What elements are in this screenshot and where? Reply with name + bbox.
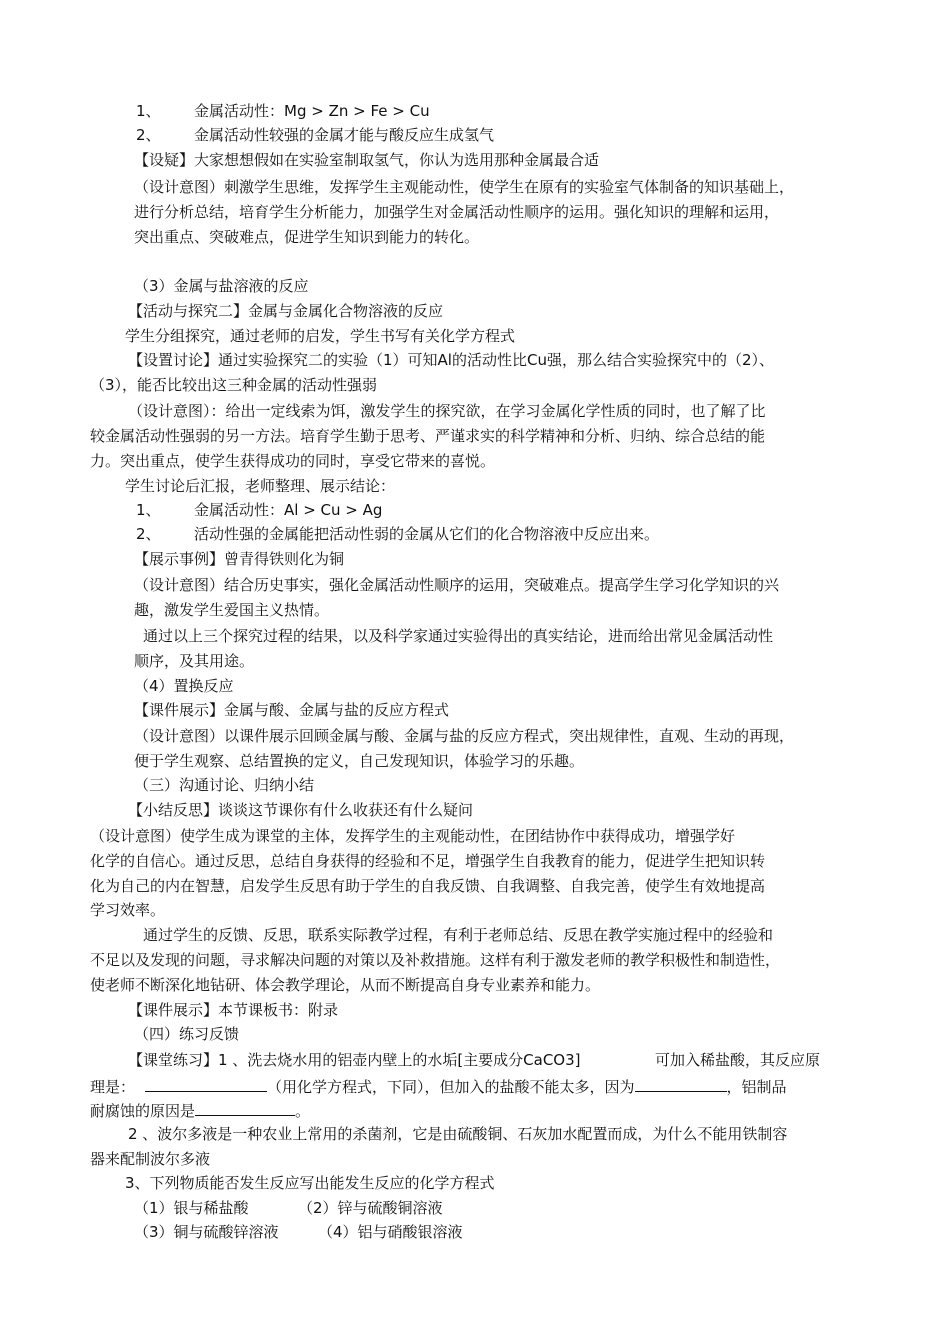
paragraph: 较金属活动性强弱的另一方法。培育学生勤于思考、严谨求实的科学精神和分析、归纳、综合总结的能	[90, 427, 766, 445]
list-number: 2、	[136, 126, 161, 144]
paragraph: 顺序，及其用途。	[134, 652, 255, 670]
paragraph: （设计意图）使学生成为课堂的主体，发挥学生的主观能动性，在团结协作中获得成功，增强学好	[90, 827, 736, 845]
exercise-3: 3、下列物质能否发生反应写出能发生反应的化学方程式	[125, 1174, 495, 1192]
list-number: 1、	[136, 102, 161, 120]
paragraph: 【小结反思】谈谈这节课你有什么收获还有什么疑问	[128, 801, 474, 819]
paragraph: 学生讨论后汇报，老师整理、展示结论：	[125, 477, 396, 495]
paragraph: （设计意图）结合历史事实，强化金属活动性顺序的运用，突破难点。提高学生学习化学知识的兴	[134, 576, 780, 594]
conclusion-item-1	[136, 500, 383, 520]
paragraph: 化学的自信心。通过反思，总结自身获得的经验和不足，增强学生自我教育的能力，促进学生把知识转	[90, 852, 766, 870]
paragraph: 通过学生的反馈、反思，联系实际教学过程，有利于老师总结、反思在教学实施过程中的经验和	[143, 926, 774, 944]
exercise-text: ，铝制品	[726, 1078, 787, 1096]
conclusion-item-2	[136, 125, 495, 145]
exercise-text: 可加入稀盐酸，其反应原	[655, 1051, 821, 1069]
section-heading: （三）沟通讨论、归纳小结	[134, 776, 315, 794]
paragraph: 学生分组探究，通过老师的启发，学生书写有关化学方程式	[125, 327, 516, 345]
exercise-option: （1）银与稀盐酸	[134, 1199, 249, 1217]
list-number: 1、	[136, 501, 161, 519]
paragraph: （设计意图）刺激学生思维，发挥学生主观能动性，使学生在原有的实验室气体制备的知识基础上，	[134, 178, 795, 196]
paragraph: （设计意图）以课件展示回顾金属与酸、金属与盐的反应方程式，突出规律性，直观、生动的再现，	[134, 727, 795, 745]
answer-blank[interactable]	[635, 1075, 727, 1092]
paragraph: 【课件展示】金属与酸、金属与盐的反应方程式	[134, 701, 450, 719]
exercise-3-options-row-2	[134, 1222, 463, 1242]
section-heading: （3）金属与盐溶液的反应	[134, 277, 309, 295]
exercise-text: 。	[295, 1102, 311, 1120]
paragraph: 进行分析总结，培育学生分析能力，加强学生对金属活动性顺序的运用。强化知识的理解和运用，	[134, 203, 780, 221]
conclusion-item-1	[136, 101, 430, 121]
section-heading: （4）置换反应	[134, 677, 234, 695]
exercise-text: 【课堂练习】1 、洗去烧水用的铝壶内壁上的水垢[主要成分CaCO3]	[128, 1051, 581, 1069]
exercise-2: 2 、波尔多液是一种农业上常用的杀菌剂，它是由硫酸铜、石灰加水配置而成，为什么不能用铁制容	[128, 1125, 788, 1143]
answer-blank[interactable]	[195, 1099, 295, 1116]
exercise-3-options-row-1	[134, 1198, 443, 1218]
exercise-option: （3）铜与硫酸锌溶液	[134, 1223, 279, 1241]
paragraph: 趣，激发学生爱国主义热情。	[134, 601, 330, 619]
paragraph: 【课件展示】本节课板书：附录	[128, 1001, 339, 1019]
exercise-text: （用化学方程式，下同），但加入的盐酸不能太多，因为	[267, 1078, 635, 1096]
exercise-1-line-1	[128, 1050, 821, 1070]
list-text: 金属活动性较强的金属才能与酸反应生成氢气	[194, 126, 495, 144]
exercise-option: （2）锌与硫酸铜溶液	[298, 1199, 443, 1217]
exercise-option: （4）铝与硝酸银溶液	[318, 1223, 463, 1241]
exercise-text: 耐腐蚀的原因是	[90, 1102, 196, 1120]
paragraph: 【设疑】大家想想假如在实验室制取氢气，你认为选用那种金属最合适	[134, 151, 600, 169]
list-number: 2、	[136, 525, 161, 543]
paragraph: 【展示事例】曾青得铁则化为铜	[134, 550, 345, 568]
conclusion-item-2	[136, 524, 660, 544]
paragraph: 突出重点、突破难点，促进学生知识到能力的转化。	[134, 228, 480, 246]
exercise-1-line-2	[90, 1075, 787, 1097]
paragraph: （3），能否比较出这三种金属的活动性强弱	[90, 376, 378, 394]
section-heading: （四）练习反馈	[134, 1025, 240, 1043]
paragraph: 通过以上三个探究过程的结果，以及科学家通过实验得出的真实结论，进而给出常见金属活动性	[143, 627, 774, 645]
exercise-1-line-3	[90, 1099, 310, 1121]
answer-blank[interactable]	[145, 1075, 267, 1092]
paragraph: 学习效率。	[90, 901, 166, 919]
paragraph: 【设置讨论】通过实验探究二的实验（1）可知Al的活动性比Cu强，那么结合实验探究中的（2）、	[128, 351, 775, 369]
paragraph: 使老师不断深化地钻研、体会教学理论，从而不断提高自身专业素养和能力。	[90, 976, 601, 994]
paragraph: 不足以及发现的问题，寻求解决问题的对策以及补救措施。这样有利于激发老师的教学积极性和制造性，	[90, 951, 781, 969]
paragraph: 力。突出重点，使学生获得成功的同时，享受它带来的喜悦。	[90, 452, 496, 470]
list-text: 金属活动性：Mg > Zn > Fe > Cu	[194, 102, 430, 120]
paragraph: 化为自己的内在智慧，启发学生反思有助于学生的自我反馈、自我调整、自我完善，使学生有效地提高	[90, 877, 766, 895]
exercise-2-continued: 器来配制波尔多液	[90, 1150, 211, 1168]
list-text: 活动性强的金属能把活动性弱的金属从它们的化合物溶液中反应出来。	[194, 525, 660, 543]
exercise-text: 理是：	[90, 1078, 136, 1096]
paragraph: 【活动与探究二】金属与金属化合物溶液的反应	[128, 302, 444, 320]
paragraph: 便于学生观察、总结置换的定义，自己发现知识，体验学习的乐趣。	[134, 752, 585, 770]
paragraph: （设计意图）：给出一定线索为饵，激发学生的探究欲，在学习金属化学性质的同时，也了解了比	[128, 402, 766, 420]
list-text: 金属活动性：Al > Cu > Ag	[194, 501, 383, 519]
